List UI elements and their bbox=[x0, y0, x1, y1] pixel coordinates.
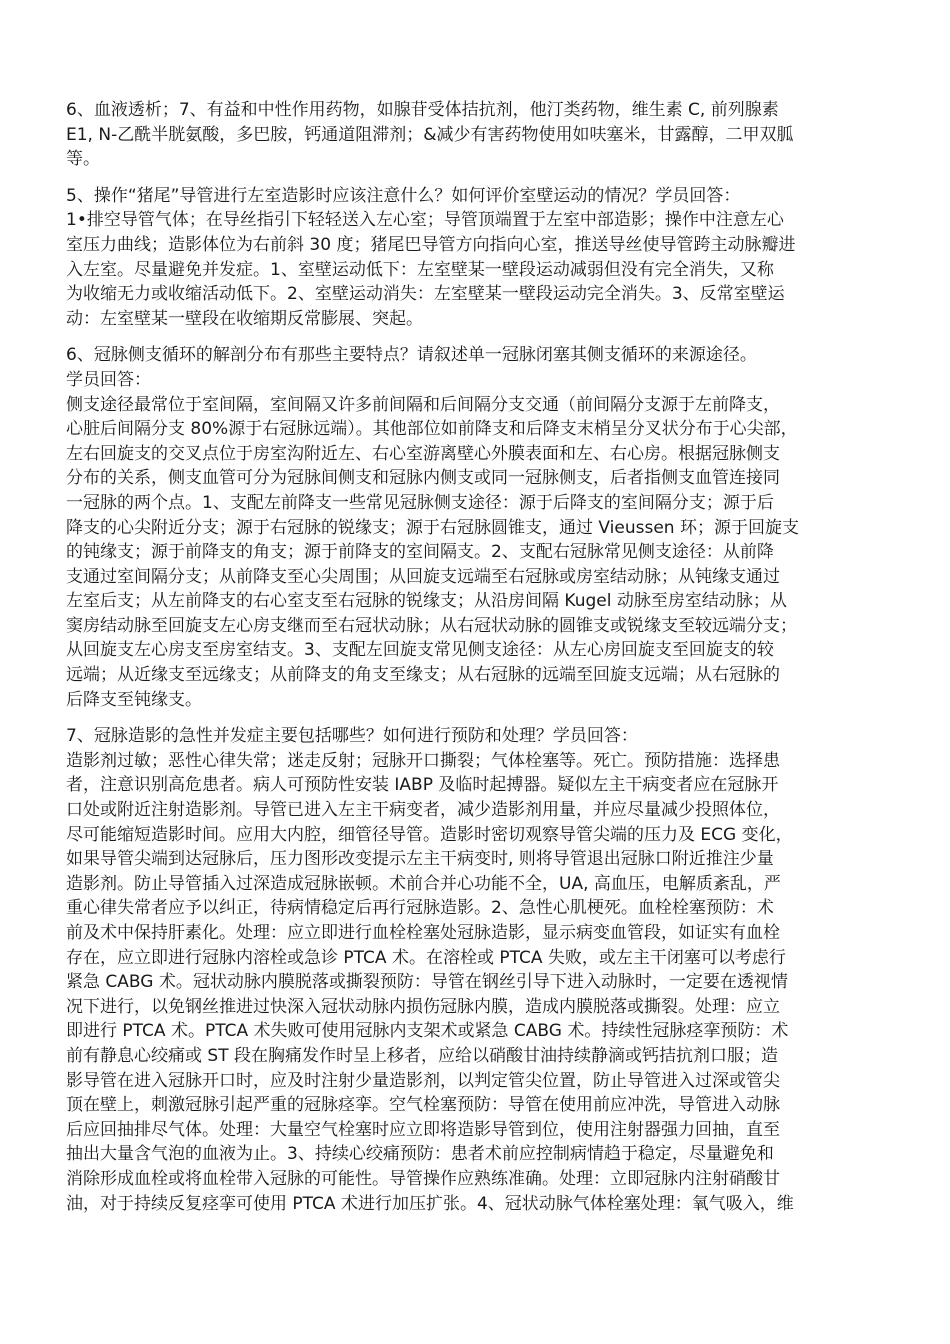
text-line: 6、血液透析；7、有益和中性作用药物，如腺苷受体拮抗剂，他汀类药物，维生素 C, 前列腺素 bbox=[66, 100, 779, 120]
text-line: 影导管在进入冠脉开口时，应及时注射少量造影剂，以判定管尖位置，防止导管进入过深或管尖 bbox=[66, 1070, 780, 1091]
text-line: 入左室。尽量避免并发症。1、室壁运动低下：左室壁某一壁段运动减弱但没有完全消失，又称 bbox=[66, 259, 774, 280]
text-line: 况下进行，以免钢丝推进过快深入冠状动脉内损伤冠脉内膜，造成内膜脱落或撕裂。处理：应立 bbox=[66, 996, 780, 1017]
text-line: 降支的心尖附近分支；源于右冠脉的锐缘支；源于右冠脉圆锥支，通过 Vieussen 环；源于回旋支 bbox=[66, 517, 799, 538]
text-line: 者，注意识别高危患者。病人可预防性安装 IABP 及临时起搏器。疑似左主干病变者应在冠脉开 bbox=[66, 775, 779, 796]
text-line: 远端；从近缘支至远缘支；从前降支的角支至缘支；从右冠脉的远端至回旋支远端；从右冠脉的 bbox=[66, 665, 780, 686]
text-line: 7、冠脉造影的急性并发症主要包括哪些？如何进行预防和处理？学员回答： bbox=[66, 726, 638, 747]
text-line: 窦房结动脉至回旋支左心房支继而至右冠状动脉；从右冠状动脉的圆锥支或锐缘支至较远端分支； bbox=[66, 615, 797, 636]
paragraph bbox=[66, 343, 888, 712]
text-line: 紧急 CABG 术。冠状动脉内膜脱落或撕裂预防：导管在钢丝引导下进入动脉时，一定要在透视情 bbox=[66, 972, 788, 993]
text-line: 动：左室壁某一壁段在收缩期反常膨展、突起。 bbox=[66, 308, 423, 329]
text-line: 从回旋支左心房支至房室结支。3、支配左回旋支常见侧支途径：从左心房回旋支至回旋支的较 bbox=[66, 640, 774, 661]
text-line: 学员回答： bbox=[66, 369, 151, 390]
text-line: 支通过室间隔分支；从前降支至心尖周围；从回旋支远端至右冠脉或房室结动脉；从钝缘支通过 bbox=[66, 566, 780, 587]
text-line: 造影剂。防止导管插入过深造成冠脉嵌顿。术前合并心功能不全，UA, 高血压，电解质紊乱，严 bbox=[66, 873, 781, 894]
text-line: 为收缩无力或收缩活动低下。2、室壁运动消失：左室壁某一壁段运动完全消失。3、反常室壁运 bbox=[66, 284, 785, 305]
paragraph-gap bbox=[66, 712, 888, 724]
text-line: 造影剂过敏；恶性心律失常；迷走反射；冠脉开口撕裂；气体栓塞等。死亡。预防措施：选择患 bbox=[66, 750, 780, 771]
text-line: 即进行 PTCA 术。PTCA 术失败可使用冠脉内支架术或紧急 CABG 术。持续性冠脉痉挛预防：术 bbox=[66, 1021, 789, 1042]
text-line: 的钝缘支；源于前降支的角支；源于前降支的室间隔支。2、支配右冠脉常见侧支途径：从前降 bbox=[66, 542, 774, 563]
text-line: 尽可能缩短造影时间。应用大内腔，细管径导管。造影时密切观察导管尖端的压力及 ECG 变化， bbox=[66, 824, 793, 845]
text-line: E1, N-乙酰半胱氨酸，多巴胺，钙通道阻滞剂；&减少有害药物使用如呋塞米，甘露醇，二甲双胍 bbox=[66, 124, 794, 145]
text-line: 抽出大量含气泡的血液为止。3、持续心绞痛预防：患者术前应控制病情趋于稳定，尽量避免和 bbox=[66, 1144, 774, 1165]
text-line: 口处或附近注射造影剂。导管已进入左主干病变者，减少造影剂用量，并应尽量减少投照体位， bbox=[66, 800, 780, 821]
paragraph bbox=[66, 98, 888, 172]
text-line: 等。 bbox=[66, 149, 100, 170]
text-line: 左右回旋支的交叉点位于房室沟附近左、右心室游离壁心外膜表面和左、右心房。根据冠脉侧支 bbox=[66, 443, 780, 464]
text-line: 如果导管尖端到达冠脉后，压力图形改变提示左主干病变时, 则将导管退出冠脉口附近推注少量 bbox=[66, 849, 774, 870]
text-line: 前及术中保持肝素化。处理：应立即进行血栓栓塞处冠脉造影，显示病变血管段，如证实有血栓 bbox=[66, 923, 780, 943]
text-line: 分布的关系，侧支血管可分为冠脉间侧支和冠脉内侧支或同一冠脉侧支，后者指侧支血管连接同 bbox=[66, 468, 780, 489]
text-line: 后应回抽排尽气体。处理：大量空气栓塞时应立即将造影导管到位，使用注射器强力回抽，直至 bbox=[66, 1119, 780, 1140]
document-body bbox=[66, 98, 888, 1216]
text-line: 侧支途径最常位于室间隔，室间隔又许多前间隔和后间隔分支交通（前间隔分支源于左前降支， bbox=[66, 394, 780, 415]
text-line: 一冠脉的两个点。1、支配左前降支一些常见冠脉侧支途径：源于后降支的室间隔分支；源于后 bbox=[66, 492, 774, 513]
text-line: 顶在壁上，刺激冠脉引起严重的冠脉痉挛。空气栓塞预防：导管在使用前应冲洗，导管进入动脉 bbox=[66, 1095, 780, 1116]
text-line: 重心律失常者应予以纠正，待病情稳定后再行冠脉造影。2、急性心肌梗死。血栓栓塞预防：术 bbox=[66, 898, 774, 919]
text-line: 1•排空导管气体；在导丝指引下轻轻送入左心室；导管顶端置于左室中部造影；操作中注意左心 bbox=[66, 210, 784, 231]
text-line: 油，对于持续反复痉挛可使用 PTCA 术进行加压扩张。4、冠状动脉气体栓塞处理：氧气吸入，维 bbox=[66, 1193, 794, 1214]
text-line: 存在，应立即进行冠脉内溶栓或急诊 PTCA 术。在溶栓或 PTCA 失败，或左主干闭塞可以考虑行 bbox=[66, 947, 786, 968]
paragraph-gap bbox=[66, 172, 888, 184]
text-line: 心脏后间隔分支 80%源于右冠脉远端）。其他部位如前降支和后降支末梢呈分叉状分布于心尖部， bbox=[66, 419, 798, 440]
text-line: 6、冠脉侧支循环的解剖分布有那些主要特点？请叙述单一冠脉闭塞其侧支循环的来源途径。 bbox=[66, 345, 757, 366]
text-line: 左室后支；从左前降支的右心室支至右冠脉的锐缘支；从沿房间隔 Kugel 动脉至房室结动脉；从 bbox=[66, 591, 787, 612]
text-line: 消除形成血栓或将血栓带入冠脉的可能性。导管操作应熟练准确。处理：立即冠脉内注射硝酸甘 bbox=[66, 1168, 780, 1189]
paragraph bbox=[66, 724, 888, 1216]
text-line: 5、操作“猪尾”导管进行左室造影时应该注意什么？如何评价室壁运动的情况？学员回答： bbox=[66, 185, 741, 206]
text-line: 室压力曲线；造影体位为右前斜 30 度；猪尾巴导管方向指向心室，推送导丝使导管跨主动脉瓣进 bbox=[66, 234, 796, 255]
paragraph bbox=[66, 184, 888, 332]
text-line: 后降支至钝缘支。 bbox=[66, 689, 202, 710]
paragraph-gap bbox=[66, 331, 888, 343]
text-line: 前有静息心绞痛或 ST 段在胸痛发作时呈上移者，应给以硝酸甘油持续静滴或钙拮抗剂口服；造 bbox=[66, 1045, 778, 1066]
